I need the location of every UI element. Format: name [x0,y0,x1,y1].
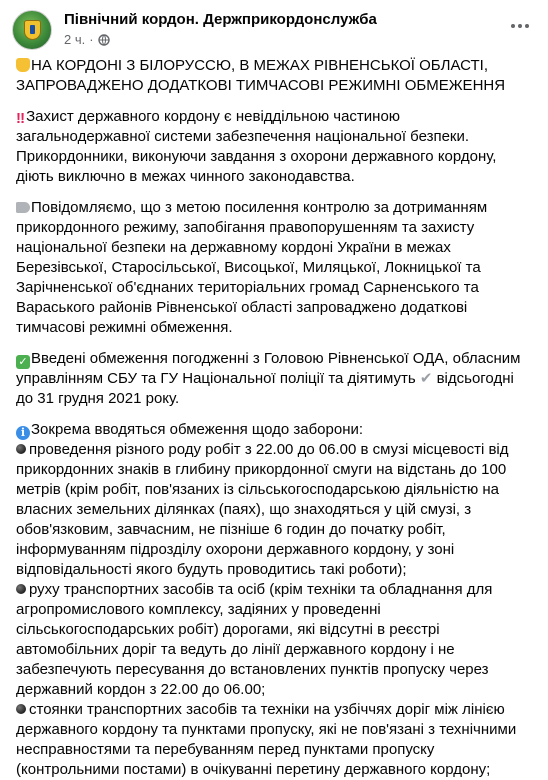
list-item: проведення різного роду робіт з 22.00 до 06.00 в смузі місцевості від прикордонних знаків в глибину прикордонної смуги на відстань до 100 метрів (крім робіт, пов'язаних із сільськогосподарською діяльністю на власних земельних ділянках (паях), що знаходяться у цій смузі, з обов'язковим, завчасним, не пізніше 6 годин до початку робіт, інформуванням підрозділу охорони державного кордону, у зоні відповідальності якого будуть проводитись такі роботи); [16,441,509,578]
check-mark-button-icon: ✓ [16,355,30,369]
post-body [16,56,534,780]
check-mark-icon: ✔ [419,370,433,387]
page-avatar[interactable] [12,10,52,50]
list-item: руху транспортних засобів та осіб (крім техніки та обладнання для агропромислового комплексу, задіяних у проведенні сільськогосподарських робіт) дорогами, які відсутні в реєстрі автомобільних доріг та ведуть до лінії державного кордону і не забезпечують пересування до встановлених пунктів пропуску через державний кордон з 22.00 до 06.00; [16,581,493,698]
post-meta [64,32,110,47]
border-guard-emblem-icon [24,20,41,40]
list-item: стоянки транспортних засобів та техніки на узбіччях доріг між лінією державного кордону та пунктами пропуску, які не пов'язані з технічними несправностями та перебуванням перед пунктами пропуску (контрольними постами) в очікуванні перетину державного кордону; [16,701,517,778]
double-exclamation-icon: ‼ [16,110,26,127]
globe-icon[interactable] [98,34,110,46]
black-circle-icon [16,704,26,714]
list-intro: i Зокрема вводяться обмеження щодо заборони: [16,420,534,440]
page-name-link[interactable]: Північний кордон. Держприкордонслужба [64,11,377,28]
post-time-link[interactable]: 2 ч. [64,32,86,47]
paragraph-3: ✓ Введені обмеження погодженні з Головою Рівненської ОДА, обласним управлінням СБУ та ГУ Національної поліції та діятимуть ✔ відсьогодні до 31 грудня 2021 року. [16,350,521,407]
paragraph-1: ‼Захист державного кордону є невіддільною частиною загальнодержавної системи забезпечення національної безпеки. Прикордонники, виконуючи завдання з охорони державного кордону, діють виключно в межах чинного законодавства. [16,108,497,185]
information-icon: i [16,426,30,440]
more-options-icon[interactable] [504,14,536,38]
black-circle-icon [16,444,26,454]
megaphone-icon [16,202,30,213]
post-title: НА КОРДОНІ З БІЛОРУССЮ, В МЕЖАХ РІВНЕНСЬКОЇ ОБЛАСТІ, ЗАПРОВАДЖЕНО ДОДАТКОВІ ТИМЧАСОВІ РЕЖИМНІ ОБМЕЖЕННЯ [16,57,506,94]
post-header [12,10,536,50]
black-circle-icon [16,584,26,594]
pointing-hand-icon [16,58,30,72]
paragraph-2: Повідомляємо, що з метою посилення контролю за дотриманням прикордонного режиму, запобігання правопорушенням та захисту національної безпеки на державному кордоні України в межах Березівської, Старосільської, Висоцької, Миляцької, Локницької та Зарічненської об'єднаних територіальних громад Сарненського та Вараського районів Рівненської області запроваджено додаткові тимчасові режимні обмеження. [16,199,488,336]
meta-separator: · [89,32,94,47]
